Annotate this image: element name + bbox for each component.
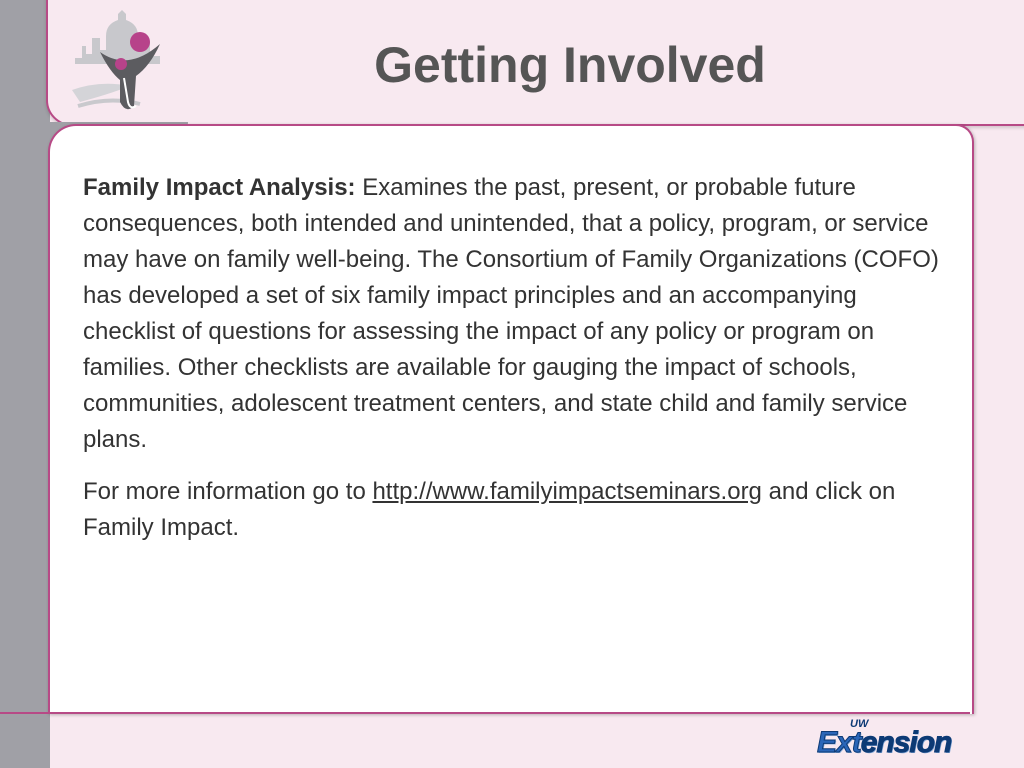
slide-body bbox=[83, 170, 953, 562]
left-sidebar-bar bbox=[0, 0, 50, 768]
uw-extension-logo-icon bbox=[815, 718, 960, 760]
slide-title: Getting Involved bbox=[374, 37, 766, 93]
term-label: Family Impact Analysis: bbox=[83, 174, 356, 201]
uw-label: UW bbox=[850, 718, 869, 730]
footer-divider bbox=[0, 712, 970, 714]
term-definition: Examines the past, present, or probable future consequences, both intended and unintended, that a policy, program, or service may have on family well-being. The Consortium of Family Organizations (COFO) has developed a set of six family impact principles and an accompanying checklist of questions for assessing the impact of any policy or program on families. Other checklists are available for gauging the impact of schools, communities, adolescent treatment centers, and state child and family service plans. bbox=[83, 174, 939, 453]
extension-wordmark-part2: ension bbox=[860, 726, 952, 759]
more-info-prefix: For more information go to bbox=[83, 478, 373, 505]
family-impact-paragraph bbox=[83, 170, 953, 458]
capitol-figure-logo-icon bbox=[70, 6, 180, 118]
more-info-suffix: and click on Family Impact. bbox=[83, 478, 896, 541]
more-info-paragraph bbox=[83, 474, 953, 546]
extension-wordmark-part1: Ext bbox=[817, 726, 861, 759]
extension-wordmark bbox=[817, 726, 951, 760]
family-impact-seminars-link[interactable]: http://www.familyimpactseminars.org bbox=[372, 478, 762, 505]
